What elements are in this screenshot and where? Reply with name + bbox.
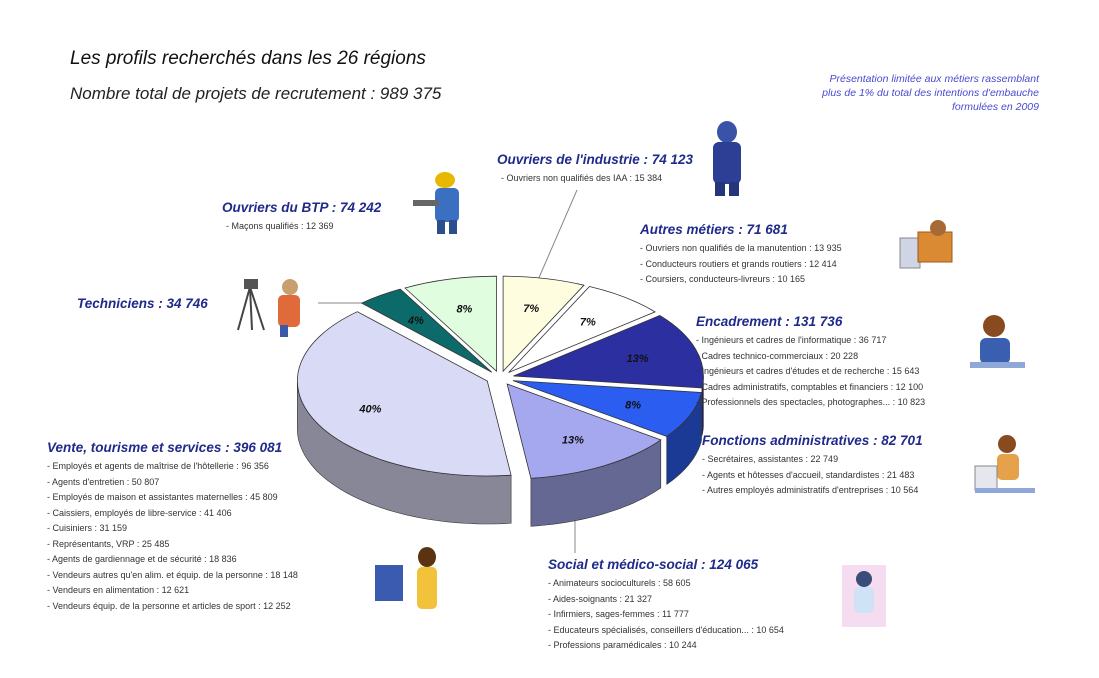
pie-slice-label: 13%: [561, 434, 584, 447]
group-ouvriers-industrie: [497, 152, 693, 187]
group-item: - Cadres administratifs, comptables et financiers : 12 100: [696, 381, 924, 392]
group-item: - Professions paramédicales : 10 244: [548, 640, 697, 650]
group-item: - Ingénieurs et cadres d'études et de recherche : 15 643: [696, 366, 920, 376]
group-item: - Educateurs spécialisés, conseillers d'éducation... : 10 654: [548, 624, 784, 635]
pie-slice-label: 8%: [456, 303, 473, 316]
group-item: - Cuisiniers : 31 159: [47, 523, 128, 533]
group-autres-metiers: [640, 222, 842, 288]
group-item: - Ouvriers non qualifiés des IAA : 15 384: [501, 173, 663, 183]
group-items: [548, 576, 784, 654]
group-title: Fonctions administratives : 82 701: [702, 433, 923, 448]
group-item: - Infirmiers, sages-femmes : 11 777: [548, 609, 689, 619]
group-title: Ouvriers de l'industrie : 74 123: [497, 152, 694, 167]
group-item: - Aides-soignants : 21 327: [548, 593, 653, 604]
group-items: [702, 452, 923, 499]
group-item: - Animateurs socioculturels : 58 605: [548, 578, 691, 588]
group-item: - Coursiers, conducteurs-livreurs : 10 165: [640, 274, 806, 284]
note-line: plus de 1% du total des intentions d'embauche: [822, 87, 1039, 99]
leader-line: [538, 190, 577, 280]
group-encadrement: [696, 314, 925, 411]
group-item: - Caissiers, employés de libre-service : 41 406: [47, 507, 232, 518]
page-subtitle: Nombre total de projets de recrutement : 989 375: [70, 84, 442, 103]
group-item: - Agents et hôtesses d'accueil, standardistes : 21 483: [702, 469, 915, 480]
group-item: - Secrétaires, assistantes : 22 749: [702, 454, 839, 464]
group-title: Ouvriers du BTP : 74 242: [222, 200, 382, 215]
pie-slice-label: 4%: [407, 315, 424, 328]
group-item: - Autres employés administratifs d'entreprises : 10 564: [702, 485, 919, 495]
group-vente: [47, 440, 298, 614]
group-fonctions-admin: [702, 433, 923, 499]
group-item: - Professionnels des spectacles, photographes... : 10 823: [696, 397, 926, 407]
group-title: Vente, tourisme et services : 396 081: [47, 440, 283, 455]
group-item: - Maçons qualifiés : 12 369: [226, 221, 334, 231]
pie-slice-label: 7%: [523, 303, 540, 316]
group-title: Techniciens : 34 746: [77, 296, 208, 311]
group-items: [696, 333, 925, 411]
group-item: - Représentants, VRP : 25 485: [47, 538, 170, 549]
group-item: - Ouvriers non qualifiés de la manutention : 13 935: [640, 243, 842, 253]
group-item: - Ingénieurs et cadres de l'informatique : 36 717: [696, 335, 887, 345]
pie-tops: [297, 276, 703, 478]
group-items: [222, 219, 381, 235]
group-ouvriers-btp: [222, 200, 381, 235]
group-item: - Agents d'entretien : 50 807: [47, 476, 160, 487]
group-items: [640, 241, 842, 288]
group-items: [497, 171, 693, 187]
group-item: - Employés et agents de maîtrise de l'hôtellerie : 96 356: [47, 461, 269, 471]
group-item: - Employés de maison et assistantes maternelles : 45 809: [47, 492, 278, 502]
group-item: - Conducteurs routiers et grands routiers : 12 414: [640, 258, 837, 269]
group-techniciens: [77, 296, 208, 311]
page-title: Les profils recherchés dans les 26 régions: [70, 48, 426, 69]
group-title: Social et médico-social : 124 065: [548, 557, 759, 572]
pie-slice-label: 13%: [626, 353, 649, 365]
pie-slice-label: 7%: [579, 316, 596, 329]
note-line: formulées en 2009: [952, 101, 1039, 113]
note-line: Présentation limitée aux métiers rassemblant: [829, 73, 1039, 85]
group-item: - Vendeurs équip. de la personne et articles de sport : 12 252: [47, 600, 291, 611]
group-social: [548, 557, 784, 654]
pie-slice-label: 8%: [625, 399, 642, 412]
group-title: Encadrement : 131 736: [696, 314, 843, 329]
group-title: Autres métiers : 71 681: [640, 222, 788, 237]
group-item: - Vendeurs en alimentation : 12 621: [47, 585, 190, 595]
group-item: - Vendeurs autres qu'en alim. et équip. de la personne : 18 148: [47, 569, 298, 580]
pie-slice-label: 40%: [359, 403, 382, 416]
group-item: - Cadres technico-commerciaux : 20 228: [696, 350, 859, 361]
group-items: [47, 459, 298, 614]
group-item: - Agents de gardiennage et de sécurité : 18 836: [47, 554, 237, 564]
